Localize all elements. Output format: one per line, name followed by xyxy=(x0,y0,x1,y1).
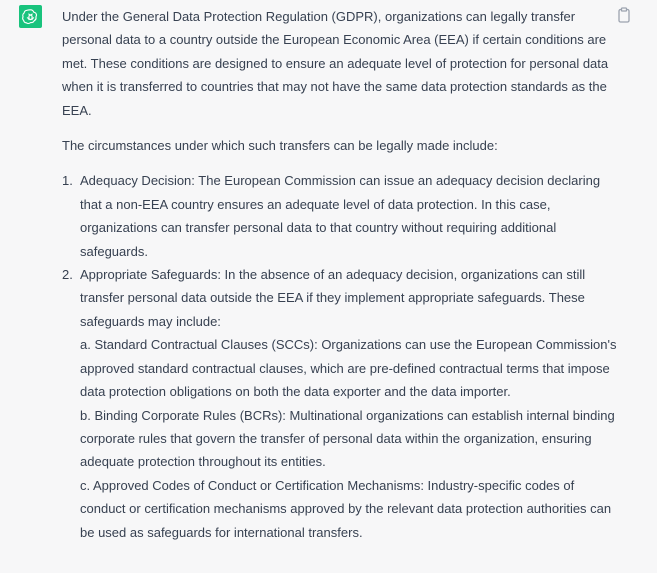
clipboard-icon[interactable] xyxy=(617,7,631,23)
lead-in-paragraph: The circumstances under which such transfers can be legally made include: xyxy=(62,138,498,154)
message-content xyxy=(62,5,617,544)
list-number: 2. xyxy=(62,267,73,283)
list-item xyxy=(62,169,617,263)
openai-logo-icon xyxy=(19,5,42,28)
list-item-text: Adequacy Decision: The European Commission can issue an adequacy decision declaring that a non-EEA country ensures an adequate level of data protection. In this case, organizations can transfer personal data to that country without requiring additional safeguards. xyxy=(80,173,601,259)
intro-paragraph: Under the General Data Protection Regulation (GDPR), organizations can legally transfer personal data to a country outside the European Economic Area (EEA) if certain conditions are met. These conditions are designed to ensure an adequate level of protection for personal data when it is transferred to countries that may not have the same data protection standards as the EEA. xyxy=(62,9,609,118)
transfer-circumstances-list xyxy=(62,169,617,544)
sub-item-sccs: a. Standard Contractual Clauses (SCCs): Organizations can use the European Commission's approved standard contractual clauses, which are pre-defined contractual terms that impose data protection obligations on both the data exporter and the data importer. xyxy=(80,337,617,400)
list-number: 1. xyxy=(62,173,73,189)
list-item-text: Appropriate Safeguards: In the absence of an adequacy decision, organizations can still transfer personal data outside the EEA if they implement appropriate safeguards. These safeguards may include: xyxy=(80,267,586,329)
sub-item-codes-of-conduct: c. Approved Codes of Conduct or Certification Mechanisms: Industry-specific codes of conduct or certification mechanisms approved by the relevant data protection authorities can be used as safeguards for international transfers. xyxy=(80,477,612,540)
sub-item-bcrs: b. Binding Corporate Rules (BCRs): Multinational organizations can establish internal binding corporate rules that govern the transfer of personal data within the organization, ensuring adequate protection throughout its entities. xyxy=(80,407,615,470)
list-item xyxy=(62,263,617,544)
